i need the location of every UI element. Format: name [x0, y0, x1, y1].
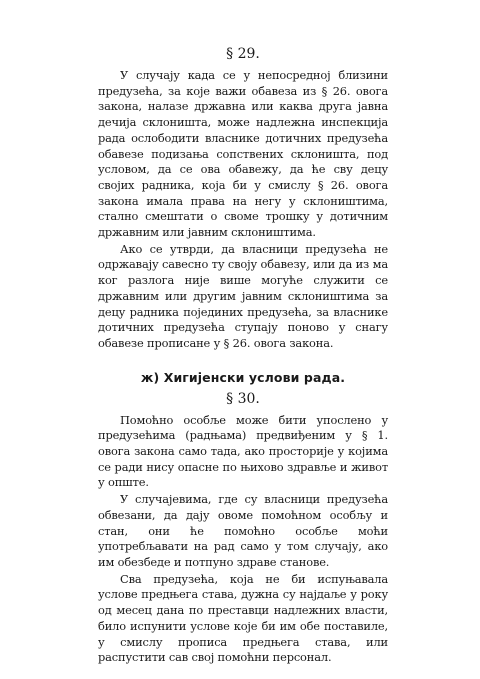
paragraph: Сва предузећа, која не би испуњавала услове предњега става, дужна су најдаље у року од месец дана по преставци надлежних власти, било испунити услове које би им обе поставиле, у смислу прописа предњега става, или распустити сав свој помоћни персонал. — [98, 571, 388, 665]
paragraph: У случају када се у непосредној близини предузећа, за које важи обавеза из § 26. овога закона, налазе државна или каква друга јавна дечија склоништа, може надлежна инспекција рада ослободити власнике дотичних предузећа обавезе подизања сопствених склоништа, под условом, да се ова обавежу, да ће сву децу својих радника, која би у смислу § 26. овога закона имала права на негу у склоништима, стално смештати о своме трошку у дотичним државним или јавним склоништима. — [98, 68, 388, 240]
section-heading-29: § 29. — [226, 46, 260, 62]
paragraph: Помоћно особље може бити упослено у предузећима (радњама) предвиђеним у § 1. овога закона само тада, ако просторије у којима се ради нису опасне по њихово здравље и живот у опште. — [98, 412, 388, 490]
document-page — [98, 46, 388, 667]
subsection-title: ж) Хигијенски услови рада. — [140, 369, 346, 385]
paragraph: Ако се утврди, да власници предузећа не одржавају савесно ту своју обавезу, или да из ма ког разлога није више могуће служити се државним или другим јавним склоништима за децу радника појединих предузећа, за власнике дотичних предузећа ступају поново у снагу обавезе прописане у § 26. овога закона. — [98, 241, 388, 350]
section-heading-30: § 30. — [226, 390, 260, 407]
paragraph: У случајевима, где су власници предузећа обвезани, да дају овоме помоћном особљу и стан, они ће помоћно особље моћи употребљавати на рад само у том случају, ако им обезбеде и потпуно здраве станове. — [98, 492, 388, 569]
